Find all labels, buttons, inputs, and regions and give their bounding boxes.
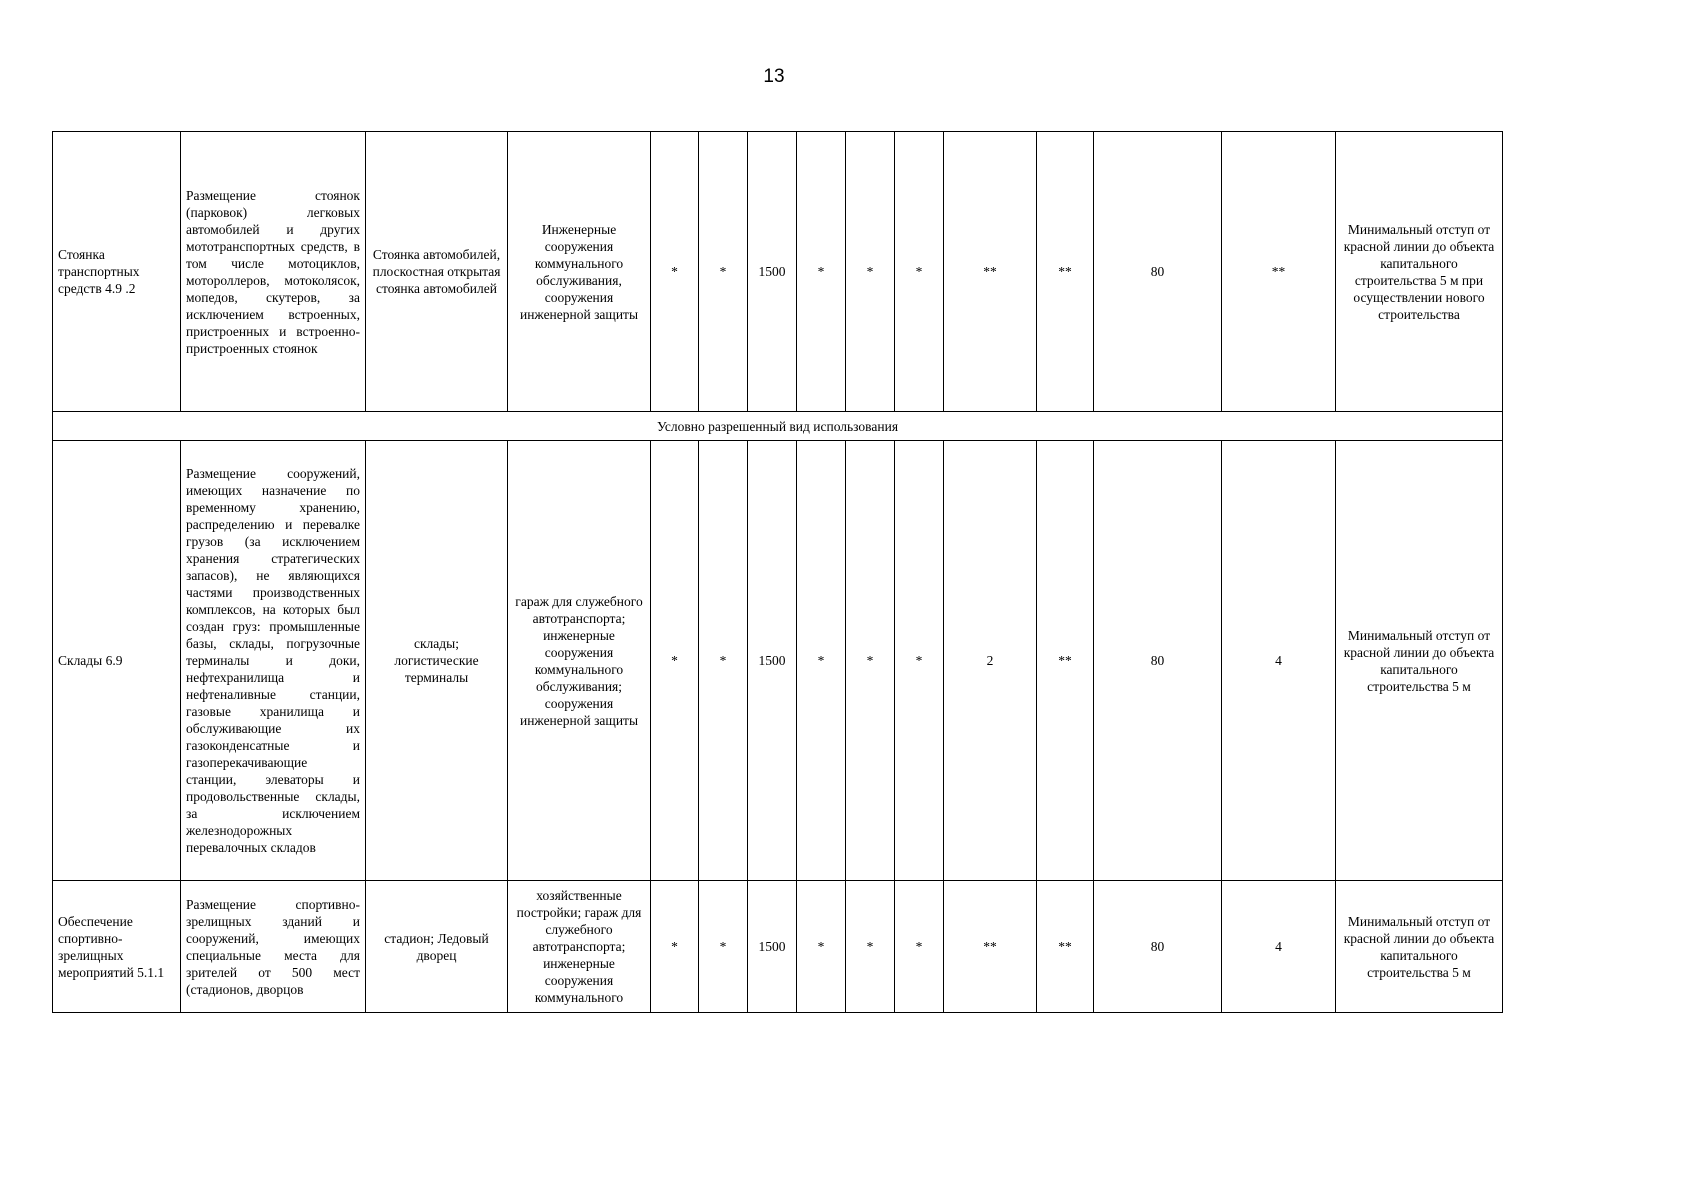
param-cell: 2 bbox=[944, 441, 1037, 881]
param-cell: 80 bbox=[1094, 441, 1222, 881]
param-cell: 1500 bbox=[748, 441, 797, 881]
param-cell: ** bbox=[1037, 881, 1094, 1013]
table-row-sports-events bbox=[53, 881, 1503, 1013]
land-use-table bbox=[52, 131, 1503, 1013]
param-cell: 1500 bbox=[748, 132, 797, 412]
param-cell: ** bbox=[1037, 132, 1094, 412]
auxiliary-objects: гараж для служебного автотранспорта; инженерные сооружения коммунального обслуживания; сооружения инженерной защиты bbox=[508, 441, 651, 881]
param-cell: * bbox=[699, 441, 748, 881]
param-cell: * bbox=[846, 132, 895, 412]
param-cell: * bbox=[797, 881, 846, 1013]
use-type-description: Размещение сооружений, имеющих назначение по временному хранению, распределению и перевалке грузов (за исключением хранения стратегических запасов), не являющихся частями производственных комплексов, на которых был создан груз: промышленные базы, склады, погрузочные терминалы и доки, нефтехранилища и нефтеналивные станции, газовые хранилища и обслуживающие их газоконденсатные и газоперекачивающие станции, элеваторы и продовольственные склады, за исключением железнодорожных перевалочных складов bbox=[181, 441, 366, 881]
table-row-parking bbox=[53, 132, 1503, 412]
param-cell: * bbox=[699, 881, 748, 1013]
param-cell: ** bbox=[944, 881, 1037, 1013]
use-type-description: Размещение стоянок (парковок) легковых автомобилей и других мототранспортных средств, в том числе мотоциклов, мотороллеров, мотоколясок, мопедов, скутеров, за исключением встроенных, пристроенных и встроенно-пристроенных стоянок bbox=[181, 132, 366, 412]
section-heading-row bbox=[53, 412, 1503, 441]
section-heading: Условно разрешенный вид использования bbox=[53, 412, 1503, 441]
use-type-description: Размещение спортивно-зрелищных зданий и сооружений, имеющих специальные места для зрителей от 500 мест (стадионов, дворцов bbox=[181, 881, 366, 1013]
param-cell: 4 bbox=[1222, 881, 1336, 1013]
param-cell: ** bbox=[944, 132, 1037, 412]
use-type-name: Склады 6.9 bbox=[53, 441, 181, 881]
param-cell: 4 bbox=[1222, 441, 1336, 881]
param-cell: ** bbox=[1037, 441, 1094, 881]
param-cell: * bbox=[797, 132, 846, 412]
main-objects: склады; логистические терминалы bbox=[366, 441, 508, 881]
param-cell: * bbox=[895, 132, 944, 412]
use-type-name: Стоянка транспортных средств 4.9 .2 bbox=[53, 132, 181, 412]
page-number: 13 bbox=[763, 66, 785, 87]
param-cell: * bbox=[651, 881, 699, 1013]
param-cell: * bbox=[846, 881, 895, 1013]
main-objects: стадион; Ледовый дворец bbox=[366, 881, 508, 1013]
note-cell: Минимальный отступ от красной линии до объекта капитального строительства 5 м bbox=[1336, 441, 1503, 881]
note-cell: Минимальный отступ от красной линии до объекта капитального строительства 5 м при осуществлении нового строительства bbox=[1336, 132, 1503, 412]
main-objects: Стоянка автомобилей, плоскостная открытая стоянка автомобилей bbox=[366, 132, 508, 412]
auxiliary-objects: хозяйственные постройки; гараж для служебного автотранспорта; инженерные сооружения коммунального bbox=[508, 881, 651, 1013]
param-cell: * bbox=[895, 441, 944, 881]
param-cell: * bbox=[797, 441, 846, 881]
note-cell: Минимальный отступ от красной линии до объекта капитального строительства 5 м bbox=[1336, 881, 1503, 1013]
param-cell: * bbox=[651, 441, 699, 881]
param-cell: * bbox=[651, 132, 699, 412]
auxiliary-objects: Инженерные сооружения коммунального обслуживания, сооружения инженерной защиты bbox=[508, 132, 651, 412]
param-cell: 1500 bbox=[748, 881, 797, 1013]
param-cell: * bbox=[699, 132, 748, 412]
param-cell: * bbox=[895, 881, 944, 1013]
param-cell: 80 bbox=[1094, 132, 1222, 412]
param-cell: ** bbox=[1222, 132, 1336, 412]
param-cell: 80 bbox=[1094, 881, 1222, 1013]
use-type-name: Обеспечение спортивно-зрелищных мероприятий 5.1.1 bbox=[53, 881, 181, 1013]
param-cell: * bbox=[846, 441, 895, 881]
table-row-warehouses bbox=[53, 441, 1503, 881]
